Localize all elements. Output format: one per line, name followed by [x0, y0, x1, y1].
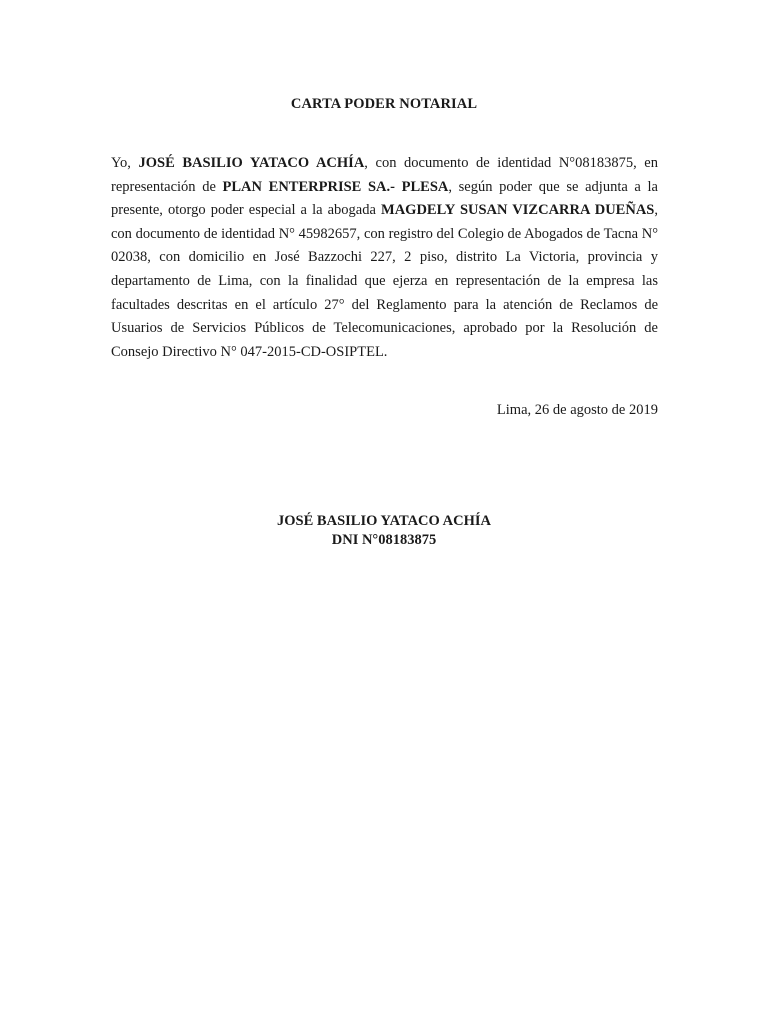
place-date: Lima, 26 de agosto de 2019 [496, 402, 658, 418]
signature-block [0, 512, 768, 550]
document-title: CARTA PODER NOTARIAL [290, 96, 478, 112]
signatory-dni: DNI N°08183875 [331, 532, 437, 548]
signatory-name: JOSÉ BASILIO YATACO ACHÍA [277, 513, 491, 529]
body-paragraph [111, 152, 658, 364]
paragraph-text-4: , con documento de identidad N° 45982657, con registro del Colegio de Abogados de Tacna N° 02038, con domicilio en José Bazzochi 227, 2 piso, distrito La Victoria, provincia y departamento de Lima, con la finalidad que ejerza en representación de la empresa las facultades descritas en el artículo 27° del Reglamento para la atención de Reclamos de Usuarios de Servicios Públicos de Telecomunicaciones, aprobado por la Resolución de Consejo Directivo N° 047-2015-CD-OSIPTEL. [111, 202, 658, 360]
paragraph-text-2: , con documento de identidad N°08183875, en representación de [111, 155, 658, 195]
paragraph-text-3: , según poder que se adjunta a la presente, otorgo poder especial a la abogada [111, 178, 658, 219]
paragraph-text-1: Yo, [111, 155, 139, 171]
grantor-name: JOSÉ BASILIO YATACO ACHÍA [138, 155, 365, 171]
company-name: PLAN ENTERPRISE SA.- PLESA [222, 178, 449, 195]
attorney-name: MAGDELY SUSAN VIZCARRA DUEÑAS [381, 202, 655, 219]
